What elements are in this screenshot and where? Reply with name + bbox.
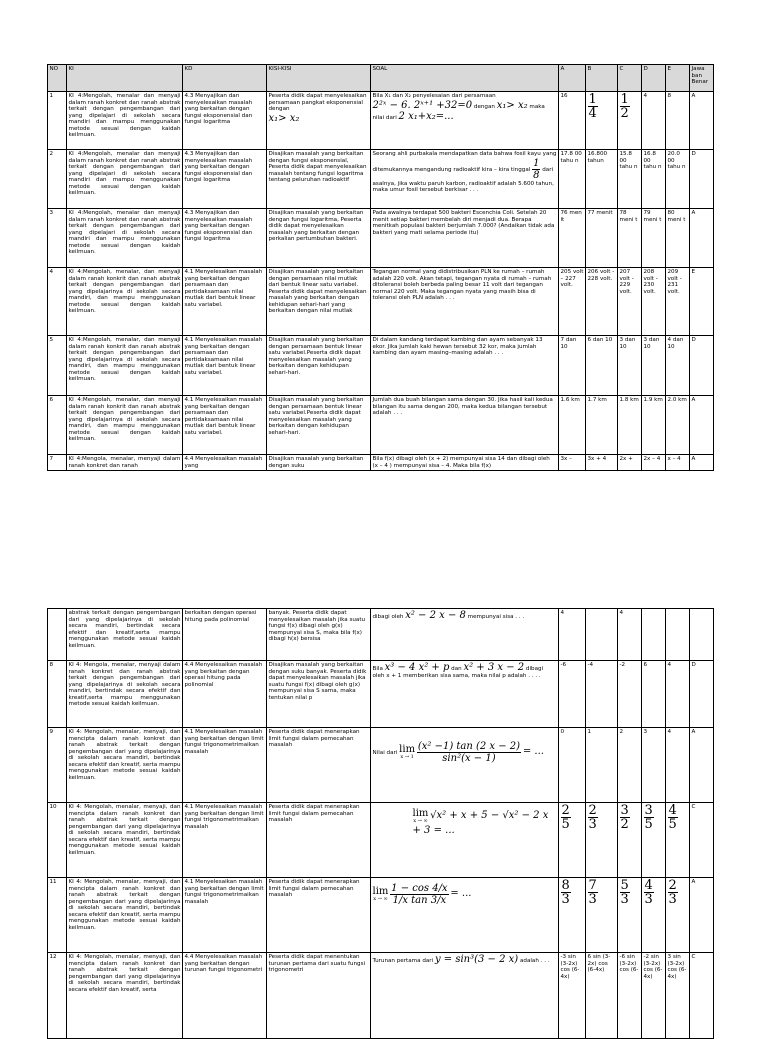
kisi-math: x₁> x₂ [268,112,300,124]
soal-text: Turunan pertama dari [372,958,434,964]
limit-operator: lim x → 1 [399,744,416,761]
row-ki: abstrak terkait dengan pengembangan dari yang dipelajarinya di sekolah secara mandiri, bertindak secara efektif dan kreatif,serta mampu menggunakan metode sesuai kaidah keilmuan. [67,609,183,661]
option-e: 8 [666,92,690,150]
header-kisi: KISI-KISI [267,65,371,92]
fraction: $\frac{4}{3}$ [644,878,653,907]
option-a: -6 [559,661,586,728]
option-a: 205 volt – 227 volt. [559,268,586,336]
row-soal: Jumlah dua buah bilangan sama dengan 30. Jika hasil kali kedua bilangan itu sama dengan 200, maka kedua bilangan tersebut adalah . . . [371,396,559,455]
option-d: 4 [642,92,666,150]
option-d: 6 [642,661,666,728]
soal-text-2: dan [451,666,462,672]
fraction: $\frac{3}{5}$ [644,803,653,832]
table-row [48,336,714,396]
row-ki: KI 4:Mengolah, menalar, dan menyaji dalam ranah konkrit dan ranah abstrak terkait dengan pengembangan dari yang dipelajarinya di sekolah secara mandiri, dan mampu menggunakan metode sesuai dengan kaidah keilmuan. [67,336,183,396]
row-kisi: Peserta didik dapat menentukan turunan pertama dari suatu fungsi trigonometri [267,953,371,1039]
option-a [559,803,586,878]
limit-equals: = ... [450,888,472,899]
option-a [559,878,586,953]
row-soal [371,661,559,728]
table-row [48,209,714,268]
row-kd: 4.4 Menyelesaikan masalah yang berkaitan dengan operasi hitung pada polinomial [183,661,267,728]
header-no: NO [48,65,67,92]
header-d: D [642,65,666,92]
option-b [586,92,618,150]
option-b: 3x + 4 [586,455,618,471]
limit-fraction: $\frac{1 - \cos 4/x}{\text{1/x tan 3/x}}$ [391,883,448,906]
table-row [48,953,714,1039]
fraction: $\frac{3}{2}$ [620,803,629,832]
option-d: 16.8 00 tahu n [642,150,666,209]
option-e: 4 [666,661,690,728]
soal-equation: 2²ˣ − 6. 2ˣ⁺¹ +32=0 [372,99,473,111]
option-a: 76 men it [559,209,586,268]
option-a: 16 [559,92,586,150]
option-e [666,878,690,953]
answer-key: A [690,396,714,455]
header-row [48,65,714,92]
header-c: C [618,65,642,92]
soal-equation: x² − 2 x − 8 [405,610,466,621]
soal-text-2: dari asalnya, jika waktu paruh karbon, radioaktif adalah 5.600 tahun, maka umur fosil tersebut berkisar . . . [372,166,554,194]
option-b: 6 dan 10 [586,336,618,396]
limit-expression: √x² + x + 5 − √x² − 2 x + 3 = ... [412,809,549,836]
row-no: 4 [48,268,67,336]
fraction: $\frac{1}{2}$ [620,92,629,121]
option-d: 2x – 4 [642,455,666,471]
header-answer-key: Jawa ban Benar [690,65,714,92]
header-e: E [666,65,690,92]
row-soal: Di dalam kandang terdapat kambing dan ayam sebanyak 13 ekor. Jika jumlah kaki hewan tersebut 32 kor, maka jumlah kambing dan ayam masing–masing adalah . . . [371,336,559,396]
soal-text-3: maka nilai dari [372,103,545,121]
answer-key [690,609,714,661]
row-no: 9 [48,728,67,803]
option-b [586,878,618,953]
option-c: 2 [618,728,642,803]
option-b: -4 [586,661,618,728]
option-e: 20.0 00 tahu n [666,150,690,209]
table-row [48,92,714,150]
row-no: 7 [48,455,67,471]
row-soal: Tegangan normal yang didistribusikan PLN ke rumah – rumah adalah 220 volt. Akan tetapi, tegangan nyata di rumah – rumah ditoleransi boleh berbeda paling besar 11 volt dari tegangan normal 220 volt. Maka tegangan nyata yang masih bisa di toleransi oleh PLN adalah . . . [371,268,559,336]
row-ki: KI 4: Mengolah, menalar, menyaji, dan mencipta dalam ranah konkret dan ranah abstrak terkait dengan pengembangan dari yang dipelajarinya di sekolah secara mandiri, bertindak secara efektif dan kreatif, serta mampu menggunakan metode sesuai kaidah keilmuan. [67,803,183,878]
row-ki: KI 4: Mengolah, menalar, menyaji, dan mencipta dalam ranah konkret dan ranah abstrak terkait dengan pengembangan dari yang dipelajarinya di sekolah secara mandiri, bertindak secara efektif dan kreatif, serta [67,953,183,1039]
table-page-1 [47,64,713,471]
limit-operator: lim x → ∞ [372,886,389,903]
row-ki: KI 4: Mengola, menalar, menyaji dalam ranah konkret dan ranah abstrak terkait dengan pengembangan dari yang dipelajarinya di sekolah secara mandiri, bertindak secara efektif dan kreatif,serta mampu menggunakan metode sesuai kaidah keilmuan. [67,661,183,728]
option-a: 1.6 km [559,396,586,455]
option-e [666,609,690,661]
table-row [48,878,714,953]
option-d [642,803,666,878]
answer-key: A [690,455,714,471]
table-row [48,609,714,661]
limit-fraction: $\frac{\text{(x² −1) tan (2 x − 2)}}{\text{sin²(x − 1)}}$ [417,741,521,764]
row-ki: KI 4:Mengolah, menalar, dan menyaji dalam ranah konkrit dan ranah abstrak terkait dengan pengembangan dari yang dipelajarinya di sekolah secara mandiri, dan mampu menggunakan metode sesuai dengan kaidah keilmuan. [67,268,183,336]
option-e [666,803,690,878]
header-a: A [559,65,586,92]
option-e: 4 dan 10 [666,336,690,396]
table-row [48,803,714,878]
row-no: 10 [48,803,67,878]
soal-equation: x³ − 4 x² + p [384,662,450,673]
row-no: 8 [48,661,67,728]
option-d: 1.9 km [642,396,666,455]
row-kisi: Disajikan masalah yang berkaitan dengan persamaan bentuk linear satu variabel.Peserta didik dapat menyelesaikan masalah yang berkaitan dengan kehidupan sehari-hari. [267,396,371,455]
option-c: -2 [618,661,642,728]
option-b [586,803,618,878]
header-ki: KI [67,65,183,92]
row-kisi: Disajikan masalah yang berkaitan dengan suku banyak. Peserta didik dapat menyelesaikan masalah jika suatu fungsi f(x) dibagi oleh g(x) mempunyai sisa S sama, maka tentukan nilai p [267,661,371,728]
answer-key: D [690,150,714,209]
option-c: 4 [618,609,642,661]
row-no: 3 [48,209,67,268]
table-row [48,728,714,803]
row-soal [371,150,559,209]
row-kisi: Disajikan masalah yang berkaitan dengan persamaan bentuk linear satu variabel.Peserta didik dapat menyelesaikan masalah yang berkaitan dengan kehidupan sehari-hari. [267,336,371,396]
option-d [642,878,666,953]
row-ki: KI 4: Mengolah, menalar, menyaji, dan mencipta dalam ranah konkret dan ranah abstrak terkait dengan pengembangan dari yang dipelajarinya di sekolah secara mandiri, bertindak secara efektif dan kreatif, serta mampu menggunakan metode sesuai kaidah keilmuan. [67,728,183,803]
option-d: 3 dan 10 [642,336,666,396]
row-no: 12 [48,953,67,1039]
table-row [48,455,714,471]
row-kisi: Peserta didik dapat menerapkan limit fungsi dalam pemecahan masalah [267,878,371,953]
option-d: 208 volt - 230 volt. [642,268,666,336]
option-c: 15.8 00 tahu n [618,150,642,209]
option-d: -2 sin (3-2x) cos (6-4x) [642,953,666,1039]
option-b: 206 volt - 228 volt. [586,268,618,336]
option-a: 3x – [559,455,586,471]
option-e: x – 4 [666,455,690,471]
answer-key: C [690,803,714,878]
row-no [48,609,67,661]
fraction: $\frac{1}{4}$ [588,92,597,121]
answer-key: E [690,268,714,336]
row-kisi: Peserta didik dapat menerapkan limit fungsi dalam pemecahan masalah [267,803,371,878]
table-row [48,150,714,209]
soal-equation-3: 2 x₁+x₂=... [398,110,454,122]
option-a: 17.8 00 tahu n [559,150,586,209]
soal-text: Seorang ahli purbakala mendapatkan data bahwa fosil kayu yang ditemukannya mengandung radioaktif kira – kira tinggal [372,151,557,173]
option-e: 80 meni t [666,209,690,268]
answer-key: D [690,661,714,728]
row-kisi: Disajikan masalah yang berkaitan dengan fungsi eksponensial, Peserta didik dapat menyelesaikan masalah tentang fungsi logaritma tentang peluruhan radioaktif [267,150,371,209]
option-e: 3 sin (3-2x) cos (6-4x) [666,953,690,1039]
row-soal [371,803,559,878]
row-no: 2 [48,150,67,209]
row-kd: 4.1 Menyelesaikan masalah yang berkaitan dengan persamaan dan pertidaksamaan nilai mutlak dari bentuk linear satu variabel. [183,268,267,336]
soal-text-2: dengan [473,103,495,110]
limit-operator: lim x → ∞ [412,808,429,824]
row-kd: 4.1 Menyelesaikan masalah yang berkaitan dengan persamaan dan pertidaksamaan nilai mutlak dari bentuk linear satu variabel. [183,336,267,396]
option-b: 16.800 tahun [586,150,618,209]
option-a: 7 dan 10 [559,336,586,396]
option-e: 209 volt - 231 volt. [666,268,690,336]
fraction: $\frac{5}{3}$ [620,878,629,907]
header-kd: KD [183,65,267,92]
row-kd: 4.3 Menyajikan dan menyelesaikan masalah yang berkaitan dengan fungsi eksponensial dan fungsi logaritma [183,150,267,209]
option-c [618,92,642,150]
option-c: 78 meni t [618,209,642,268]
option-c: -6 sin (3-2x) cos (6- [618,953,642,1039]
fraction: $\frac{7}{3}$ [588,878,597,907]
row-kd: 4.1 Menyelesaikan masalah yang berkaitan dengan limit fungsi trigonometrimaikan masalah [183,878,267,953]
option-b: 77 menit [586,209,618,268]
soal-text: Bila [372,666,383,672]
soal-text-2: mempunyai sisa . . . [467,614,525,620]
row-kisi [267,92,371,150]
row-no: 6 [48,396,67,455]
option-d [642,609,666,661]
row-kd: berkaitan dengan operasi hitung pada polinomial [183,609,267,661]
soal-text: Bila X₁ dan X₂ penyelesaian dari persamaan [372,93,496,99]
fraction: $\frac{1}{8}$ [533,157,540,181]
row-kd: 4.4 Menyelesaikan masalah yang [183,455,267,471]
row-soal [371,728,559,803]
row-kisi: Disajikan masalah yang berkaitan dengan fungsi logaritma, Peserta didik dapat menyelesaikan masalah yang berkaitan dengan perkalian pertumbuhan bakteri. [267,209,371,268]
row-kd: 4.4 Menyelesaikan masalah yang berkaitan dengan turunan fungsi trigonometri [183,953,267,1039]
soal-equation-2: x² + 3 x − 2 [463,662,525,673]
kisi-text: Peserta didik dapat menyelesaikan persamaan pangkat eksponensial dengan [268,93,367,113]
row-kd: 4.1 Menyelesaikan masalah yang berkaitan dengan limit fungsi trigonometrimaikan masalah [183,803,267,878]
answer-key: A [690,92,714,150]
row-ki: KI 4:Mengolah, menalar dan menyaji dalam ranah konkret dan ranah abstrak terkait dengan pengembangan dari yang dipelajari di sekolah secara mandiri dan mampu menggunakan metode sesuai dengan kaidah keilmuan. [67,150,183,209]
row-no: 1 [48,92,67,150]
table-row [48,396,714,455]
row-kisi: Disajikan masalah yang berkaitan dengan suku [267,455,371,471]
option-b: 1.7 km [586,396,618,455]
answer-key: A [690,728,714,803]
answer-key: D [690,336,714,396]
soal-text: dibagi oleh [372,614,404,620]
table-row [48,268,714,336]
row-soal [371,92,559,150]
row-ki: KI 4:Mengolah, menalar dan menyaji dalam ranah konkret dan ranah abstrak terkait dengan pengembangan dari yang dipelajari di sekolah secara mandiri dan mampu menggunakan metode sesuai dengan kaidah keilmuan. [67,92,183,150]
row-ki: KI 4:Mengolah, menalar dan menyaji dalam ranah konkret dan ranah abstrak terkait dengan pengembangan dari yang dipelajari di sekolah secara mandiri dan mampu menggunakan metode sesuai dengan kaidah keilmuan. [67,209,183,268]
row-no: 11 [48,878,67,953]
row-ki: KI 4: Mengolah, menalar, menyaji, dan mencipta dalam ranah konkret dan ranah abstrak terkait dengan pengembangan dari yang dipelajarinya di sekolah secara mandiri, bertindak secara efektif dan kreatif, serta mampu menggunakan metode sesuai kaidah keilmuan. [67,878,183,953]
option-c: 1.8 km [618,396,642,455]
row-soal: Bila f(x) dibagi oleh (x + 2) mempunyai sisa 14 dan dibagi oleh (x – 4 ) mempunyai sisa – 4. Maka bila f(x) [371,455,559,471]
soal-equation: y = sin³(3 − 2 x) [434,954,519,965]
option-d: 3 [642,728,666,803]
option-e: 4 [666,728,690,803]
option-c [618,803,642,878]
soal-text-3: dibagi oleh x + 1 memberikan sisa sama, maka nilai p adalah . . . . [372,666,544,679]
soal-text-2: adalah . . . [519,958,550,964]
row-kd: 4.3 Menyajikan dan menyelesaikan masalah yang berkaitan dengan fungsi eksponensial dan fungsi logaritma [183,92,267,150]
answer-key: A [690,209,714,268]
option-a: -3 sin (3-2x) cos (6-4x) [559,953,586,1039]
option-c [618,878,642,953]
row-kd: 4.1 Menyelesaikan masalah yang berkaitan dengan persamaan dan pertidaksamaan nilai mutlak dari bentuk linear satu variabel. [183,396,267,455]
option-a: 0 [559,728,586,803]
row-kisi: Disajikan masalah yang berkaitan dengan persamaan nilai mutlak dari bentuk linear satu variabel. Peserta didik dapat menyelesaikan masalah yang berkaitan dengan kehidupan sehari-hari yang berkaitan dengan nilai mutlak [267,268,371,336]
soal-text: Nilai dari [372,750,398,756]
row-kd: 4.1 Menyelesaikan masalah yang berkaitan dengan limit fungsi trigonometrimaikan masalah [183,728,267,803]
fraction: $\frac{2}{5}$ [561,803,570,832]
option-c: 207 volt - 229 volt. [618,268,642,336]
question-grid-table [47,64,714,471]
answer-key: A [690,878,714,953]
fraction: $\frac{4}{5}$ [668,803,677,832]
row-soal: Pada awalnya terdapat 500 bakteri Escenchia Coli. Setelah 20 menit setiap bakteri membelah diri menjadi dua. Berapa menitkah populasi bakteri berjumlah 7.000? (Andaikan tidak ada bakteri yang mati selama periode itu) [371,209,559,268]
option-b: 6 sin (3-2x) cos (6-4x) [586,953,618,1039]
row-soal [371,878,559,953]
header-b: B [586,65,618,92]
row-no: 5 [48,336,67,396]
soal-equation-2: x₁> x₂ [496,99,528,111]
row-soal [371,953,559,1039]
fraction: $\frac{2}{3}$ [588,803,597,832]
row-ki: KI 4:Mengolah, menalar, dan menyaji dalam ranah konkrit dan ranah abstrak terkait dengan pengembangan dari yang dipelajarinya di sekolah secara mandiri, dan mampu menggunakan metode sesuai dengan kaidah keilmuan. [67,396,183,455]
answer-key: C [690,953,714,1039]
option-c: 3 dan 10 [618,336,642,396]
row-kisi: Peserta didik dapat menerapkan limit fungsi dalam pemecahan masalah [267,728,371,803]
header-soal: SOAL [371,65,559,92]
limit-equals: = ... [522,746,544,757]
row-kisi: banyak. Peserta didik dapat menyelesaikan masalah jika suatu fungsi f(x) dibagi oleh g(x) mempunyai sisa S, maka bila f(x) dibagi h(x) bersisa [267,609,371,661]
option-e: 2.0 km [666,396,690,455]
option-a: 4 [559,609,586,661]
row-kd: 4.3 Menyajikan dan menyelesaikan masalah yang berkaitan dengan fungsi eksponensial dan fungsi logaritma [183,209,267,268]
row-soal [371,609,559,661]
table-row [48,661,714,728]
question-grid-table-continued [47,608,714,1039]
fraction: $\frac{2}{3}$ [668,878,677,907]
option-b: 1 [586,728,618,803]
option-d: 79 meni t [642,209,666,268]
fraction: $\frac{8}{3}$ [561,878,570,907]
table-page-2 [47,608,713,1039]
option-c: 2x + [618,455,642,471]
option-b [586,609,618,661]
row-ki: KI 4:Mengola, menalar, menyaji dalam ranah konkret dan ranah [67,455,183,471]
